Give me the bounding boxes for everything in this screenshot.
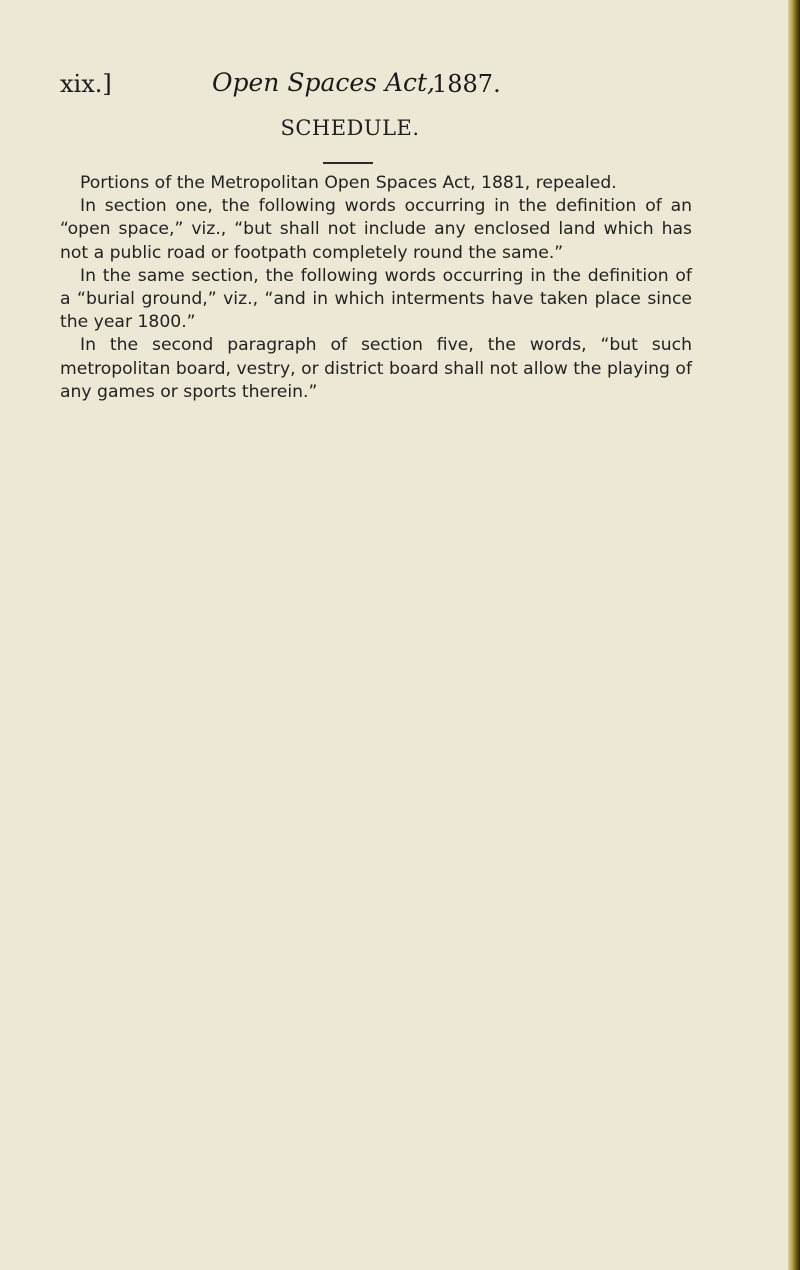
section-divider bbox=[323, 162, 373, 164]
paragraph: In the same section, the following words occurring in the definition of a “burial ground,” viz., “and in which interments have taken place since the year 1800.” bbox=[60, 265, 692, 333]
chapter-number: xix.] bbox=[60, 70, 112, 98]
act-title: Open Spaces Act, bbox=[212, 68, 435, 97]
paragraph: In section one, the following words occurring in the definition of an “open space,” viz., “but shall not include any enclosed land which has not a public road or footpath completely round the same.” bbox=[60, 196, 692, 263]
paragraph: In the second paragraph of section five, the words, “but such metropolitan board, vestry, or district board shall not allow the playing of any games or sports therein.” bbox=[60, 335, 692, 402]
schedule-heading: SCHEDULE. bbox=[280, 116, 420, 140]
paragraph: Portions of the Metropolitan Open Spaces Act, 1881, repealed. bbox=[80, 173, 617, 193]
running-header bbox=[60, 66, 560, 110]
schedule-body bbox=[60, 172, 692, 404]
act-year: 1887. bbox=[432, 70, 501, 98]
book-binding-edge bbox=[788, 0, 800, 1270]
